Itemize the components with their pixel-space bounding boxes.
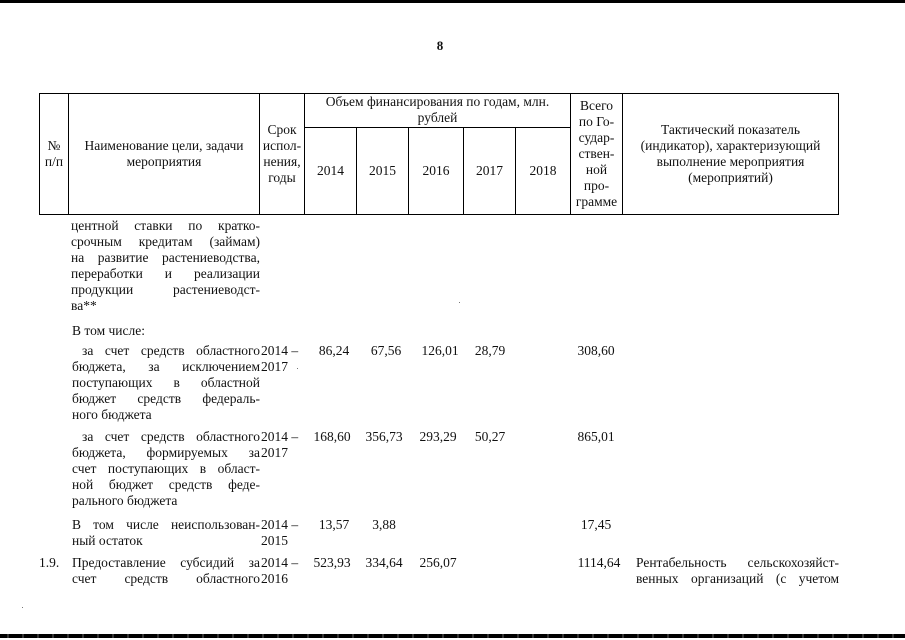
value-2015: 356,73 (365, 429, 403, 444)
scan-speck (22, 607, 23, 608)
row-total: 865,01 (577, 429, 615, 444)
row-name-excluding-cont: бюджета, за исключением поступающих в областной бюджет средств федераль- ного бюджета (72, 359, 260, 422)
value-2015: 3,88 (372, 517, 396, 532)
value-2014: 13,57 (318, 517, 350, 532)
row-total: 308,60 (577, 343, 615, 358)
col-border (838, 93, 839, 215)
row-total: 17,45 (580, 517, 612, 532)
row-name-formed-cont: бюджета, формируемых за счет поступающих в област- ной бюджет средств феде- рального бюджета (72, 445, 260, 508)
year-header-2017: 2017 (476, 163, 503, 178)
value-2016: 293,29 (419, 429, 457, 444)
year-header-2014: 2014 (317, 163, 344, 178)
row-indicator: Рентабельность сельскохозяйст- венных организаций (с учетом (636, 555, 839, 586)
value-2016: 256,07 (419, 555, 457, 570)
row-term: 2014 – 2015 (261, 517, 299, 548)
row-name-formed: за счет средств областного (82, 429, 260, 444)
page-number: 8 (436, 38, 444, 53)
term-column-header: Срок испол- нения, годы (262, 122, 302, 185)
year-header-2016: 2016 (422, 163, 450, 178)
year-header-2018: 2018 (529, 163, 557, 178)
value-2015: 67,56 (370, 343, 402, 358)
table-header (39, 93, 839, 215)
in-total-label: В том числе: (72, 323, 145, 338)
row-term: 2014 – 2016 (261, 555, 299, 586)
row-total: 1114,64 (577, 555, 621, 570)
value-2014: 86,24 (318, 343, 350, 358)
row-term: 2014 – 2017 (261, 343, 299, 374)
value-2016: 126,01 (421, 343, 459, 358)
value-2017: 50,27 (474, 429, 506, 444)
continuation-cell: центной ставки по кратко- срочным кредитам (займам) на развитие растениеводства, переработки и реализации продукции растениеводст- ва** (71, 218, 260, 313)
top-edge (0, 0, 905, 3)
row-name-1-9: Предоставление субсидий за счет средств областного (72, 555, 260, 586)
bottom-edge (0, 634, 905, 638)
row-name-excluding: за счет средств областного (82, 343, 260, 358)
value-2015: 334,64 (365, 555, 403, 570)
row-name-unused: В том числе неиспользован- ный остаток (72, 517, 260, 548)
funding-header: Объем финансирования по годам, млн. рублей (325, 94, 550, 125)
total-column-header: Всего по Го- судар- ствен- ной про- грамме (575, 98, 618, 209)
row-number: 1.9. (39, 555, 60, 570)
scan-speck (297, 368, 298, 369)
name-column-header: Наименование цели, задачи мероприятия (84, 138, 244, 169)
value-2017: 28,79 (474, 343, 506, 358)
value-2014: 523,93 (313, 555, 351, 570)
year-header-2015: 2015 (369, 163, 396, 178)
indicator-column-header: Тактический показатель (индикатор), характеризующий выполнение мероприятия (мероприятий) (640, 122, 821, 185)
scan-speck (459, 302, 460, 303)
row-term: 2014 – 2017 (261, 429, 299, 460)
num-column-header: № п/п (44, 138, 64, 169)
value-2014: 168,60 (313, 429, 351, 444)
